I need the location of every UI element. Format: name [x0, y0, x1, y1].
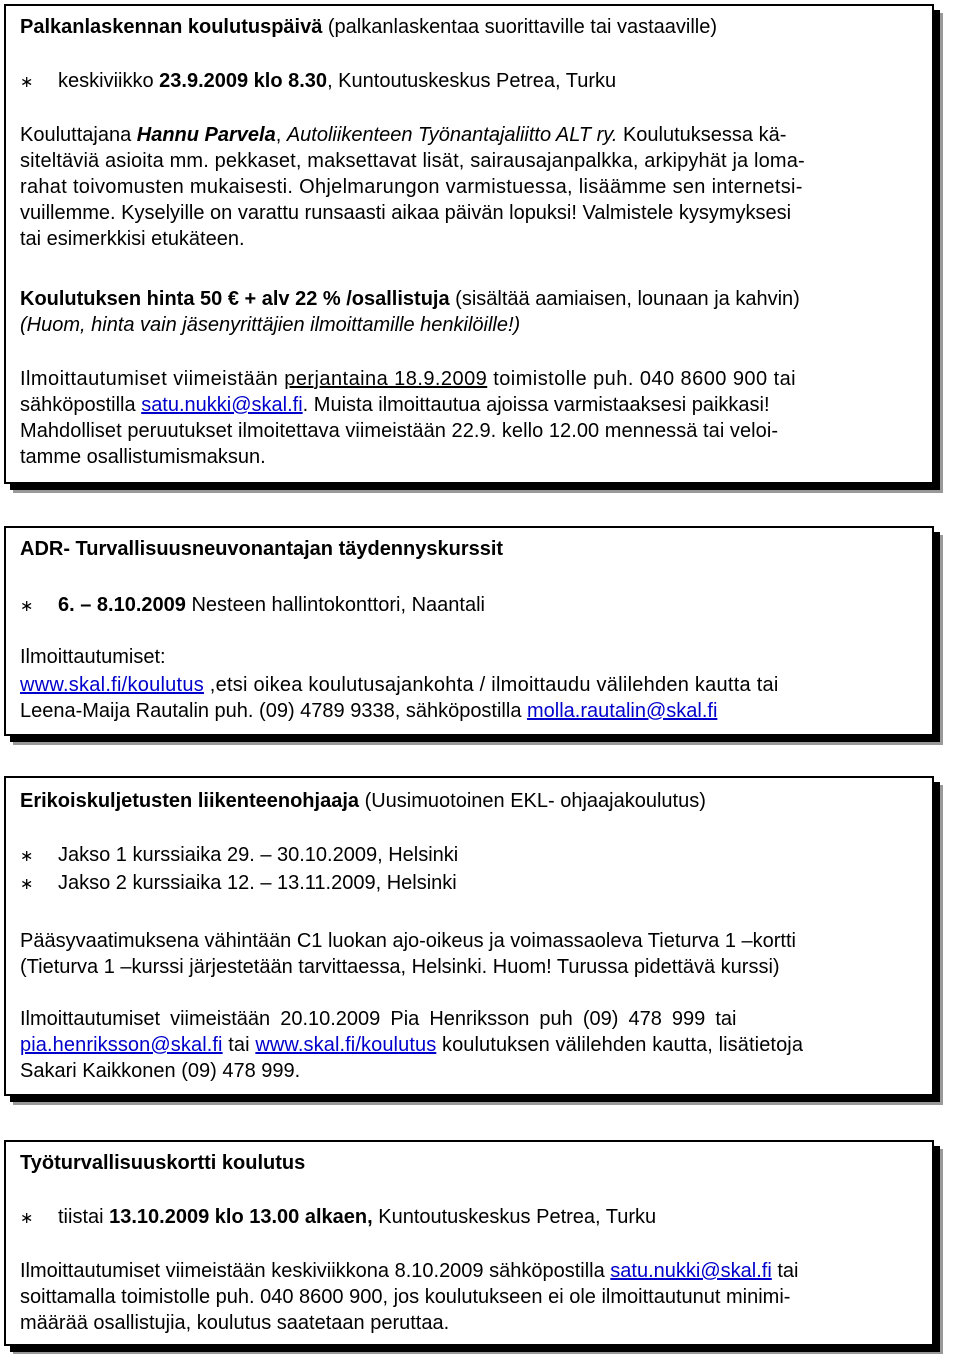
bullet-icon: ∗ — [20, 1210, 34, 1227]
section1-para-line: tai esimerkkisi etukäteen. — [20, 228, 245, 250]
section2-registration: Leena-Maija Rautalin puh. (09) 4789 9338, sähköpostilla molla.rautalin@skal.fi — [20, 700, 718, 722]
section1-price-note: (Huom, hinta vain jäsenyrittäjien ilmoittamille henkilöille!) — [20, 314, 521, 336]
section3-requirement: Pääsyvaatimuksena vähintään C1 luokan ajo-oikeus ja voimassaoleva Tieturva 1 –kortti — [20, 930, 796, 952]
section1-title: Palkanlaskennan koulutuspäivä (palkanlaskentaa suorittaville tai vastaaville) — [20, 16, 717, 38]
email-link[interactable]: satu.nukki@skal.fi — [141, 394, 303, 416]
section2-title: ADR- Turvallisuusneuvonantajan täydennyskurssit — [20, 538, 504, 560]
section1-para-line: Kouluttajana Hannu Parvela, Autoliikenteen Työnantajaliitto ALT ry. Koulutuksessa kä- — [20, 124, 787, 146]
section2-date: 6. – 8.10.2009 Nesteen hallintokonttori, Naantali — [58, 594, 485, 616]
section1-registration: tamme osallistumismaksun. — [20, 446, 266, 468]
section4-title: Työturvallisuuskortti koulutus — [20, 1152, 306, 1174]
section3-item: Jakso 1 kurssiaika 29. – 30.10.2009, Helsinki — [58, 844, 459, 866]
bullet-icon: ∗ — [20, 848, 34, 865]
section3-registration: pia.henriksson@skal.fi tai www.skal.fi/koulutus koulutuksen välilehden kautta, lisätietoja — [20, 1034, 804, 1056]
bullet-icon: ∗ — [20, 74, 34, 91]
section4-registration: soittamalla toimistolle puh. 040 8600 900, jos koulutukseen ei ole ilmoittautunut minimi- — [20, 1286, 791, 1308]
section3-registration: Ilmoittautumiset viimeistään 20.10.2009 Pia Henriksson puh (09) 478 999 tai — [20, 1008, 737, 1030]
section4-registration: määrää osallistujia, koulutus saatetaan peruttaa. — [20, 1312, 450, 1334]
koulutus-link[interactable]: www.skal.fi/koulutus — [255, 1034, 437, 1056]
section3-registration: Sakari Kaikkonen (09) 478 999. — [20, 1060, 301, 1082]
section1-price: Koulutuksen hinta 50 € + alv 22 % /osallistuja (sisältää aamiaisen, lounaan ja kahvin) — [20, 288, 800, 310]
section3-requirement: (Tieturva 1 –kurssi järjestetään tarvittaessa, Helsinki. Huom! Turussa pidettävä kurssi) — [20, 956, 780, 978]
section1-date: keskiviikko 23.9.2009 klo 8.30, Kuntoutuskeskus Petrea, Turku — [58, 70, 617, 92]
email-link[interactable]: pia.henriksson@skal.fi — [20, 1034, 223, 1056]
koulutus-link[interactable]: www.skal.fi/koulutus — [20, 674, 204, 696]
section1-para-line: siteltäviä asioita mm. pekkaset, maksettavat lisät, sairausajanpalkka, arkipyhät ja loma- — [20, 150, 805, 172]
section4-date: tiistai 13.10.2009 klo 13.00 alkaen, Kuntoutuskeskus Petrea, Turku — [58, 1206, 657, 1228]
section3-item: Jakso 2 kurssiaika 12. – 13.11.2009, Helsinki — [58, 872, 457, 894]
section1-para-line: rahat toivomusten mukaisesti. Ohjelmarungon varmistuessa, lisäämme sen internetsi- — [20, 176, 803, 198]
section2-reg-label: Ilmoittautumiset: — [20, 646, 166, 668]
section1-registration: Mahdolliset peruutukset ilmoitettava viimeistään 22.9. kello 12.00 mennessä tai veloi- — [20, 420, 779, 442]
section3-title: Erikoiskuljetusten liikenteenohjaaja (Uusimuotoinen EKL- ohjaajakoulutus) — [20, 790, 706, 812]
bullet-icon: ∗ — [20, 598, 34, 615]
bullet-icon: ∗ — [20, 876, 34, 893]
section1-para-line: vuillemme. Kyselyille on varattu runsaasti aikaa päivän lopuksi! Valmistele kysymyksesi — [20, 202, 792, 224]
section1-registration: sähköpostilla satu.nukki@skal.fi. Muista ilmoittautua ajoissa varmistaaksesi paikkasi! — [20, 394, 770, 416]
email-link[interactable]: molla.rautalin@skal.fi — [527, 700, 718, 722]
email-link[interactable]: satu.nukki@skal.fi — [610, 1260, 772, 1282]
section4-registration: Ilmoittautumiset viimeistään keskiviikkona 8.10.2009 sähköpostilla satu.nukki@skal.fi tai — [20, 1260, 799, 1282]
euro-symbol: € — [227, 288, 239, 310]
section1-registration: Ilmoittautumiset viimeistään perjantaina 18.9.2009 toimistolle puh. 040 8600 900 tai — [20, 368, 797, 390]
section2-registration: www.skal.fi/koulutus ,etsi oikea koulutusajankohta / ilmoittaudu välilehden kautta tai — [20, 674, 779, 696]
